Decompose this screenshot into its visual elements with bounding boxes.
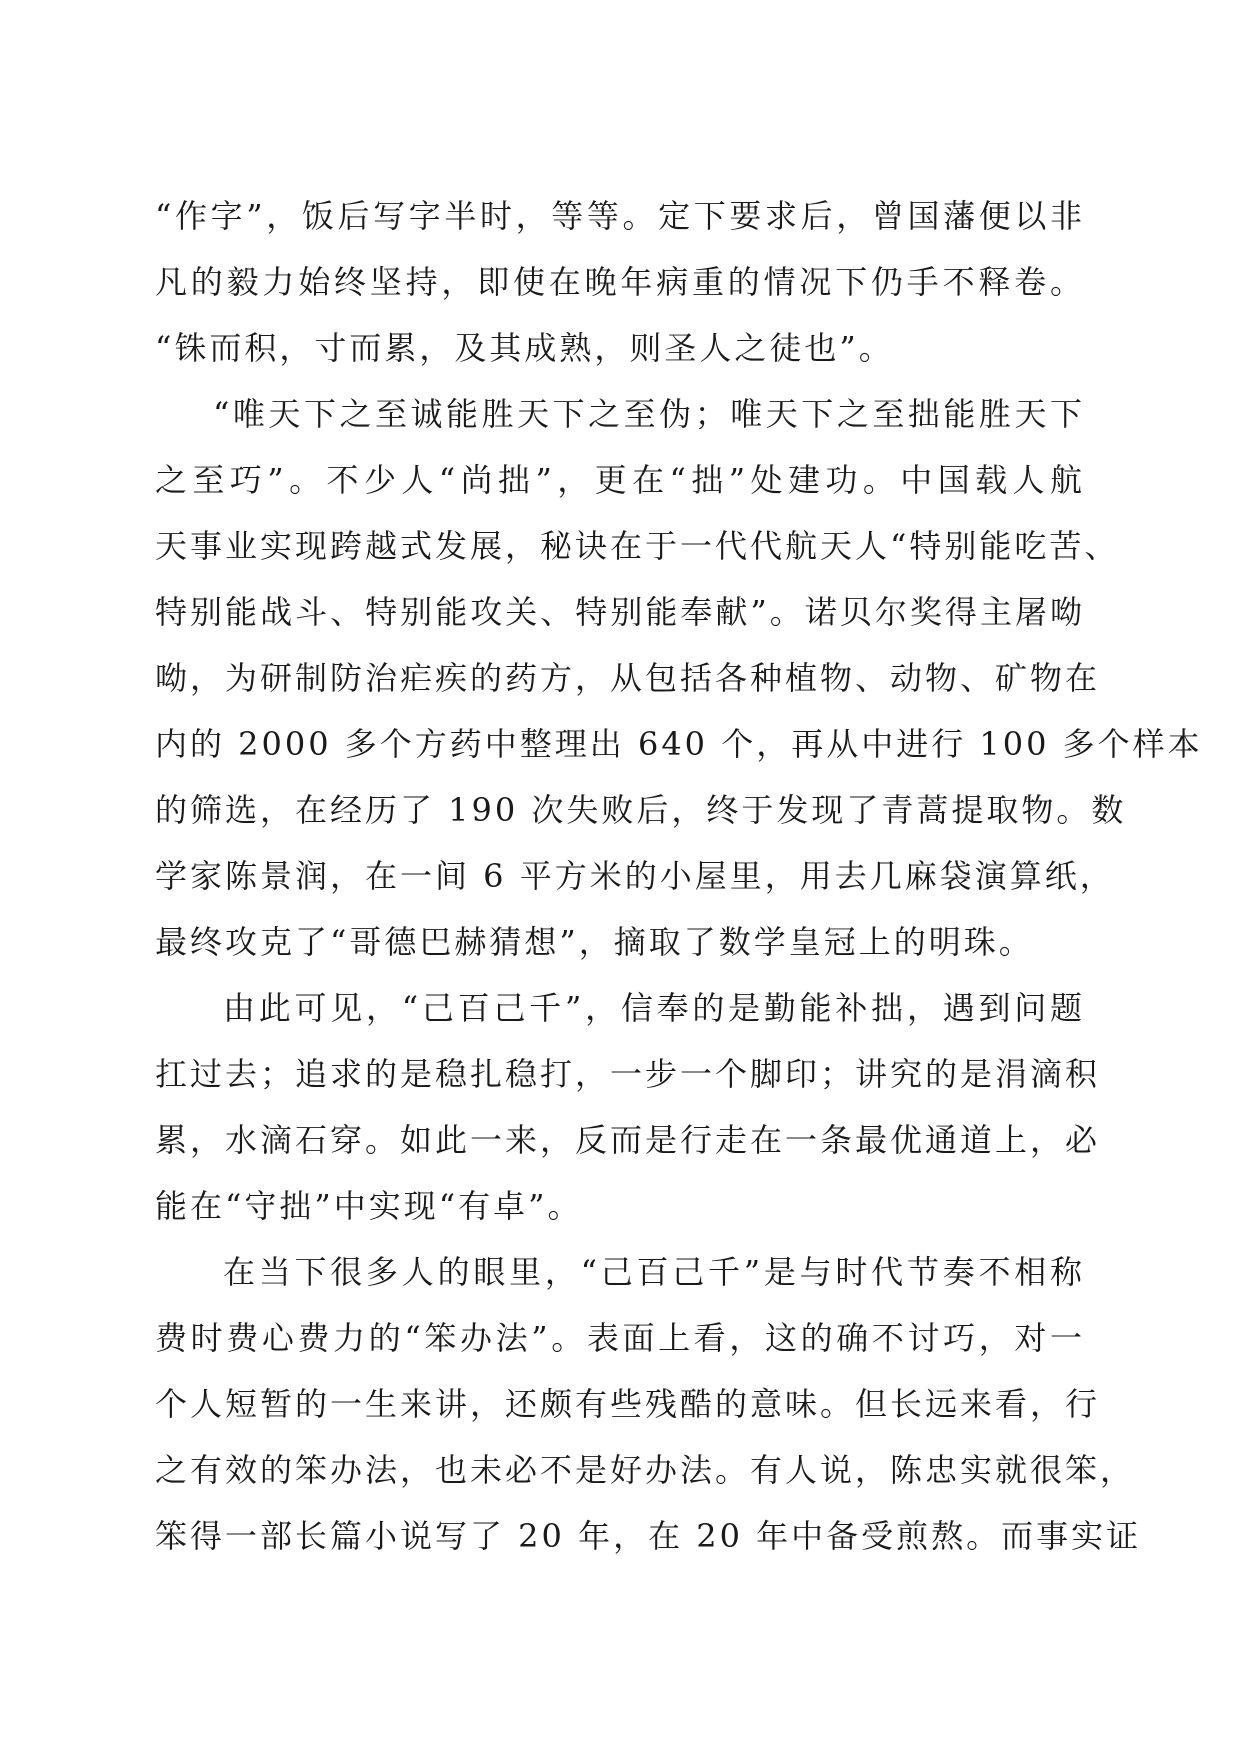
text-line: 天事业实现跨越式发展，秘诀在于一代代航天人“特别能吃苦、 xyxy=(155,527,1120,565)
text-line: 之至巧”。不少人“尚拙”，更在“拙”处建功。中国载人航 xyxy=(155,461,1085,499)
text-line: 笨得一部长篇小说写了 20 年，在 20 年中备受煎熬。而事实证 xyxy=(155,1517,1142,1555)
text-line: 累，水滴石穿。如此一来，反而是行走在一条最优通道上，必 xyxy=(155,1121,1101,1159)
text-line: 费时费心费力的“笨办法”。表面上看，这的确不讨巧，对一 xyxy=(155,1319,1085,1357)
text-line: 学家陈景润，在一间 6 平方米的小屋里，用去几麻袋演算纸， xyxy=(155,857,1115,895)
text-line: 个人短暂的一生来讲，还颇有些残酷的意味。但长远来看，行 xyxy=(155,1385,1101,1423)
text-line: 之有效的笨办法，也未必不是好办法。有人说，陈忠实就很笨， xyxy=(155,1451,1136,1489)
text-line: 由此可见，“己百己千”，信奉的是勤能补拙，遇到问题 xyxy=(223,989,1085,1027)
body-text xyxy=(155,183,1203,1569)
text-line: 能在“守拙”中实现“有卓”。 xyxy=(155,1187,583,1225)
text-line: “唯天下之至诚能胜天下之至伪；唯天下之至拙能胜天下 xyxy=(213,395,1085,433)
text-line: 的筛选，在经历了 190 次失败后，终于发现了青蒿提取物。数 xyxy=(155,791,1127,829)
text-line: “铢而积，寸而累，及其成熟，则圣人之徒也”。 xyxy=(155,329,894,367)
text-line: 在当下很多人的眼里，“己百己千”是与时代节奏不相称 xyxy=(223,1253,1085,1291)
text-line: 呦，为研制防治疟疾的药方，从包括各种植物、动物、矿物在 xyxy=(155,659,1101,697)
text-line: 最终攻克了“哥德巴赫猜想”，摘取了数学皇冠上的明珠。 xyxy=(155,923,1034,961)
text-line: 特别能战斗、特别能攻关、特别能奉献”。诺贝尔奖得主屠呦 xyxy=(155,593,1085,631)
text-line: 内的 2000 多个方药中整理出 640 个，再从中进行 100 多个样本 xyxy=(155,725,1203,763)
text-line: “作字”，饭后写字半时，等等。定下要求后，曾国藩便以非 xyxy=(155,197,1085,235)
text-line: 凡的毅力始终坚持，即使在晚年病重的情况下仍手不释卷。 xyxy=(155,263,1085,301)
text-line: 扛过去；追求的是稳扎稳打，一步一个脚印；讲究的是涓滴积 xyxy=(155,1055,1101,1093)
